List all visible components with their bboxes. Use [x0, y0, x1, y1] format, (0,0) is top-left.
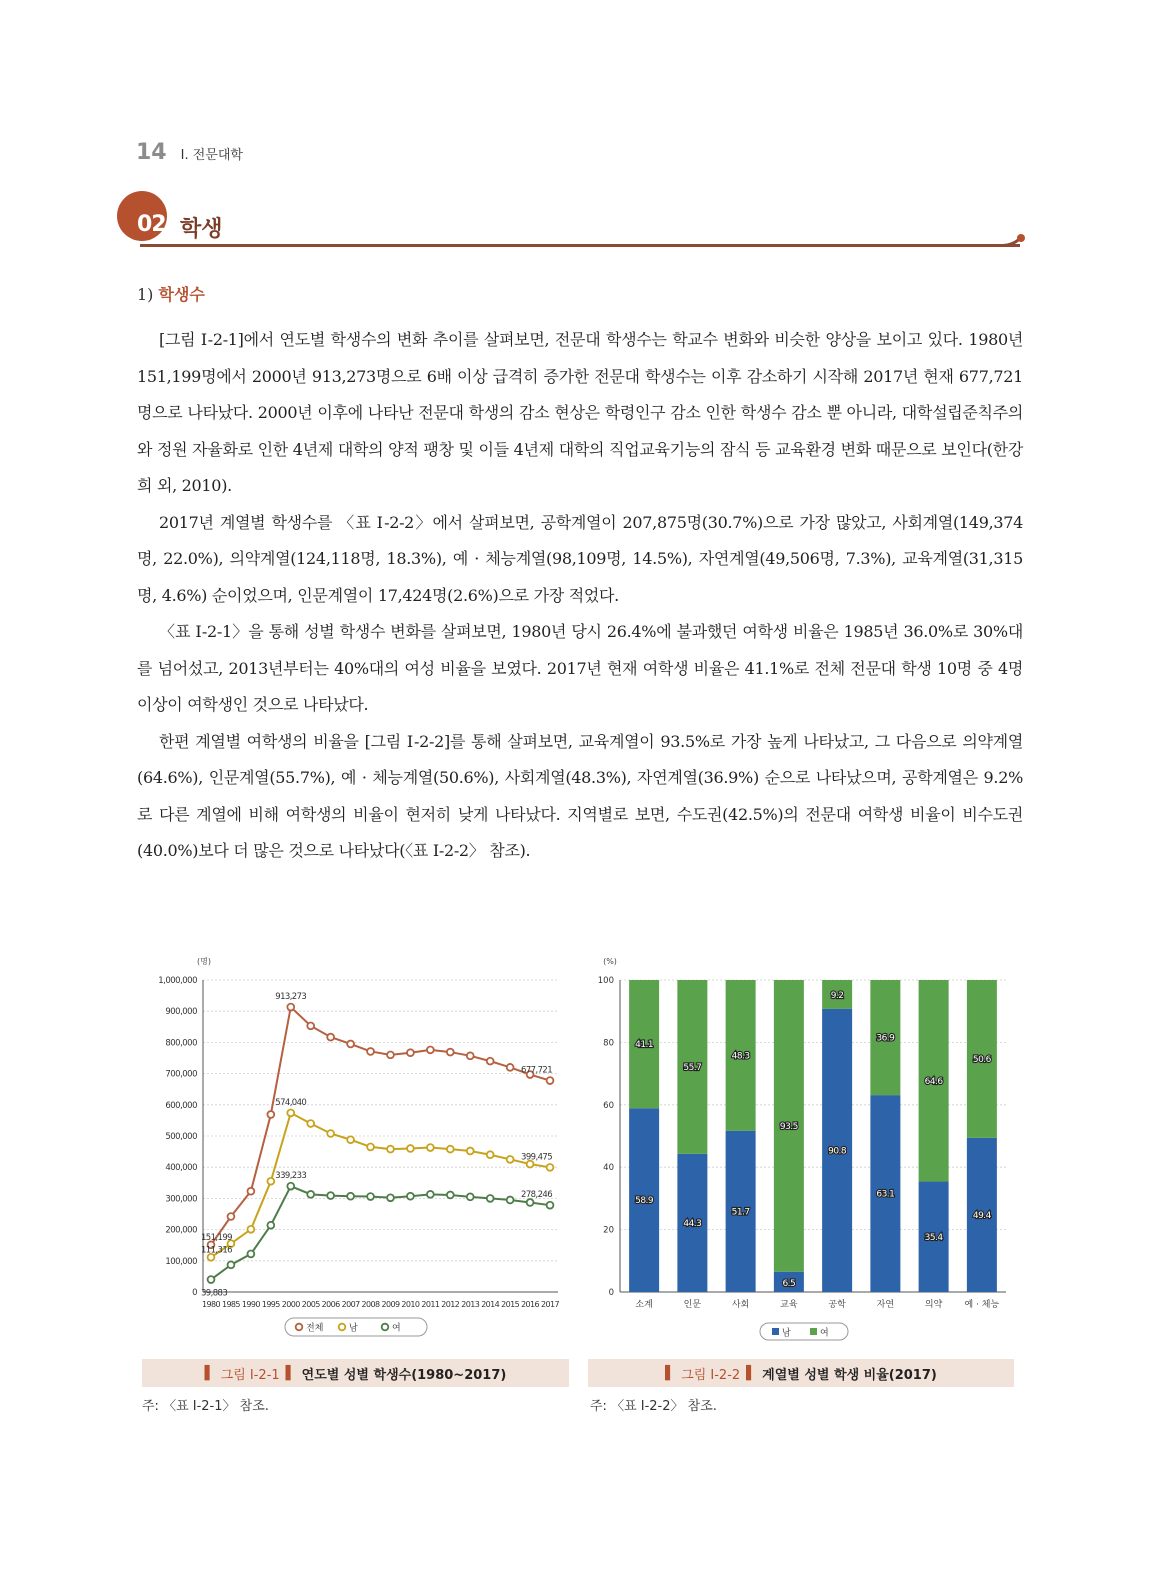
data-point [507, 1156, 514, 1163]
data-point [287, 1109, 294, 1116]
bar-value-label: 48.3 [731, 1051, 750, 1062]
data-point [367, 1193, 374, 1200]
x-tick-label: 2012 [441, 1300, 460, 1309]
data-point [367, 1144, 374, 1151]
x-tick-label: 의약 [924, 1300, 943, 1310]
y-tick-label: 300,000 [165, 1194, 197, 1205]
y-tick-label: 60 [603, 1100, 614, 1111]
data-point [327, 1034, 334, 1041]
figure-note: 주: 〈표 Ⅰ-2-2〉 참조. [590, 1399, 717, 1414]
y-tick-label: 400,000 [165, 1163, 197, 1174]
data-point [507, 1197, 514, 1204]
x-tick-label: 인문 [683, 1300, 702, 1310]
data-point [208, 1276, 215, 1283]
data-point [247, 1251, 254, 1258]
data-point [287, 1183, 294, 1190]
data-label: 399,475 [521, 1152, 552, 1163]
caption-marker: ▌ [204, 1365, 215, 1381]
data-point [307, 1120, 314, 1127]
data-label: 111,316 [201, 1245, 232, 1256]
data-point [547, 1077, 554, 1084]
data-point [407, 1049, 414, 1056]
paragraph: 〈표 Ⅰ-2-1〉을 통해 성별 학생수 변화를 살펴보면, 1980년 당시 26.4%에 불과했던 여학생 비율은 1985년 36.0%로 30%대를 넘어섰고, 2013년부터는 40%대의 여성 비율을 보였다. 2017년 현재 여학생 비율은 41.1%로 전체 전문대 학생 10명 중 4명 이상이 여학생인 것으로 나타났다. [137, 622, 1023, 714]
x-tick-label: 1995 [261, 1300, 280, 1309]
paragraph: 한편 계열별 여학생의 비율을 [그림 Ⅰ-2-2]를 통해 살펴보면, 교육계열이 93.5%로 가장 높게 나타났고, 그 다음으로 의약계열(64.6%), 인문계열(55.7%), 예 · 체능계열(50.6%), 사회계열(48.3%), 자연계열(36.9%) 순으로 나타났으며, 공학계열은 9.2%로 다른 계열에 비해 여학생의 비율이 현저히 낮게 나타났다. 지역별로 보면, 수도권(42.5%)의 전문대 여학생 비율이 비수도권(40.0%)보다 더 많은 것으로 나타났다(〈표 Ⅰ-2-2〉 참조). [137, 731, 1023, 860]
caption-marker: ▌ [285, 1365, 296, 1381]
x-tick-label: 소계 [635, 1300, 653, 1310]
chapter-title: Ⅰ. 전문대학 [180, 148, 243, 163]
data-point [467, 1052, 474, 1059]
bar-value-label: 36.9 [876, 1033, 895, 1044]
bar-value-label: 64.6 [924, 1076, 943, 1087]
data-point [487, 1058, 494, 1065]
y-tick-label: 40 [603, 1163, 614, 1174]
y-tick-label: 500,000 [165, 1132, 197, 1142]
x-tick-label: 1990 [241, 1300, 260, 1309]
data-point [228, 1261, 235, 1268]
data-label: 151,199 [201, 1232, 232, 1243]
x-tick-label: 1980 [202, 1300, 220, 1309]
data-label: 39,883 [201, 1288, 228, 1299]
data-point [347, 1136, 354, 1143]
y-tick-label: 20 [603, 1225, 614, 1236]
x-tick-label: 2007 [341, 1300, 360, 1309]
legend-label: 남 [349, 1323, 358, 1334]
x-tick-label: 자연 [876, 1300, 895, 1310]
data-point [447, 1049, 454, 1056]
y-tick-label: 800,000 [165, 1038, 197, 1049]
paragraph: 2017년 계열별 학생수를 〈표 Ⅰ-2-2〉에서 살펴보면, 공학계열이 207,875명(30.7%)으로 가장 많았고, 사회계열(149,374명, 22.0%), 의약계열(124,118명, 18.3%), 예 · 체능계열(98,109명, 14.5%), 자연계열(49,506명, 7.3%), 교육계열(31,315명, 4.6%) 순이었으며, 인문계열이 17,424명(2.6%)으로 가장 적었다. [137, 512, 1023, 605]
legend-label: 여 [392, 1323, 401, 1334]
line-chart [140, 950, 570, 1350]
y-tick-label: 200,000 [165, 1225, 197, 1236]
subsection-heading [137, 282, 205, 305]
x-tick-label: 공학 [828, 1300, 846, 1310]
bar-value-label: 58.9 [635, 1196, 654, 1207]
section-number: 02 [137, 212, 166, 237]
legend-marker [810, 1328, 817, 1335]
paragraph: [그림 Ⅰ-2-1]에서 연도별 학생수의 변화 추이를 살펴보면, 전문대 학생수는 학교수 변화와 비슷한 양상을 보이고 있다. 1980년 151,199명에서 2000년 913,273명으로 6배 이상 급격히 증가한 전문대 학생수는 이후 감소하기 시작해 2017년 현재 677,721명으로 나타났다. 2000년 이후에 나타난 전문대 학생의 감소 현상은 학령인구 감소 인한 학생수 감소 뿐 아니라, 대학설립준칙주의와 정원 자율화로 인한 4년제 대학의 양적 팽창 및 이들 4년제 대학의 직업교육기능의 잠식 등 교육환경 변화 때문으로 보인다(한강희 외, 2010). [137, 330, 1023, 495]
y-tick-label: 100 [597, 976, 614, 986]
figure-title: 계열별 성별 학생 비율(2017) [762, 1367, 937, 1383]
y-tick-label: 900,000 [165, 1007, 197, 1018]
data-point [507, 1064, 514, 1071]
data-point [307, 1022, 314, 1029]
bar-value-label: 63.1 [876, 1189, 895, 1200]
subsection-number: 1) [137, 285, 154, 304]
x-tick-label: 교육 [780, 1300, 798, 1310]
legend-label: 전체 [306, 1323, 324, 1334]
bar-value-label: 44.3 [683, 1218, 702, 1229]
bar-value-label: 6.5 [782, 1279, 796, 1289]
y-tick-label: 700,000 [165, 1069, 197, 1080]
section-rule [140, 244, 1020, 247]
data-point [367, 1048, 374, 1055]
figure-label: 그림 Ⅰ-2-1 [220, 1367, 280, 1383]
data-point [267, 1178, 274, 1185]
data-point [467, 1148, 474, 1155]
data-point [327, 1192, 334, 1199]
x-tick-label: 1985 [221, 1300, 240, 1309]
page-number: 14 [136, 140, 167, 165]
series-line-2 [211, 1113, 550, 1257]
data-point [447, 1192, 454, 1199]
section-rule-end [1000, 232, 1030, 252]
caption-marker: ▌ [665, 1365, 676, 1381]
data-point [347, 1041, 354, 1048]
x-tick-label: 2017 [541, 1300, 559, 1309]
x-tick-label: 2016 [521, 1300, 540, 1309]
legend-label: 남 [782, 1328, 791, 1339]
x-tick-label: 2009 [381, 1300, 400, 1309]
data-label: 677,721 [521, 1065, 552, 1076]
x-tick-label: 2015 [501, 1300, 520, 1309]
y-axis-unit: (%) [603, 957, 617, 966]
bar-value-label: 93.5 [779, 1121, 798, 1132]
data-point [447, 1146, 454, 1153]
data-point [267, 1111, 274, 1118]
legend-label: 여 [820, 1328, 829, 1339]
data-point [387, 1194, 394, 1201]
bar-value-label: 55.7 [683, 1062, 702, 1073]
data-point [287, 1004, 294, 1011]
bar-value-label: 90.8 [828, 1146, 847, 1157]
data-label: 574,040 [275, 1097, 307, 1108]
x-tick-label: 2011 [421, 1300, 440, 1309]
x-tick-label: 2000 [281, 1300, 300, 1309]
figure-caption [142, 1359, 569, 1387]
bar-value-label: 51.7 [731, 1207, 750, 1218]
x-tick-label: 2010 [401, 1300, 420, 1309]
legend-marker [382, 1324, 389, 1331]
x-tick-label: 2008 [361, 1300, 380, 1309]
data-point [267, 1222, 274, 1229]
legend-marker [339, 1324, 346, 1331]
x-tick-label: 2006 [321, 1300, 340, 1309]
figure-label: 그림 Ⅰ-2-2 [681, 1367, 741, 1383]
data-point [427, 1046, 434, 1053]
data-point [347, 1193, 354, 1200]
data-point [387, 1146, 394, 1153]
data-label: 913,273 [275, 992, 307, 1003]
data-point [387, 1051, 394, 1058]
bar-value-label: 41.1 [635, 1040, 654, 1051]
series-line-3 [211, 1186, 550, 1279]
data-point [547, 1164, 554, 1171]
data-point [247, 1226, 254, 1233]
data-point [228, 1213, 235, 1220]
bar-value-label: 50.6 [972, 1054, 991, 1065]
data-point [487, 1151, 494, 1158]
caption-marker: ▌ [746, 1365, 757, 1381]
section-title: 학생 [180, 217, 223, 242]
bar-value-label: 35.4 [924, 1232, 943, 1243]
data-point [407, 1193, 414, 1200]
y-tick-label: 80 [603, 1038, 614, 1049]
data-point [427, 1191, 434, 1198]
data-point [247, 1188, 254, 1195]
body-text [137, 322, 1023, 870]
figure-note: 주: 〈표 Ⅰ-2-1〉 참조. [142, 1399, 269, 1414]
x-tick-label: 2014 [481, 1300, 500, 1309]
y-tick-label: 0 [192, 1288, 197, 1298]
legend-marker [772, 1328, 779, 1335]
data-point [407, 1145, 414, 1152]
data-point [487, 1195, 494, 1202]
y-axis-unit: (명) [197, 957, 211, 966]
y-tick-label: 600,000 [165, 1100, 197, 1111]
stacked-bar-chart [588, 950, 1018, 1350]
bar-value-label: 49.4 [972, 1210, 991, 1221]
y-tick-label: 100,000 [165, 1256, 197, 1267]
data-label: 339,233 [275, 1171, 307, 1182]
data-point [547, 1202, 554, 1209]
figure-caption [588, 1359, 1014, 1387]
data-label: 278,246 [521, 1190, 552, 1201]
figure-title: 연도별 성별 학생수(1980~2017) [301, 1367, 507, 1383]
x-tick-label: 2013 [461, 1300, 480, 1309]
x-tick-label: 2005 [301, 1300, 320, 1309]
x-tick-label: 예 · 체능 [964, 1300, 1000, 1310]
y-tick-label: 0 [608, 1288, 614, 1298]
running-header [136, 140, 243, 165]
subsection-title: 학생수 [158, 285, 205, 304]
data-point [427, 1144, 434, 1151]
bar-value-label: 9.2 [830, 991, 844, 1001]
legend-marker [296, 1324, 303, 1331]
y-tick-label: 1,000,000 [158, 976, 197, 986]
data-point [327, 1130, 334, 1137]
data-point [307, 1191, 314, 1198]
x-tick-label: 사회 [731, 1300, 750, 1310]
data-point [467, 1193, 474, 1200]
